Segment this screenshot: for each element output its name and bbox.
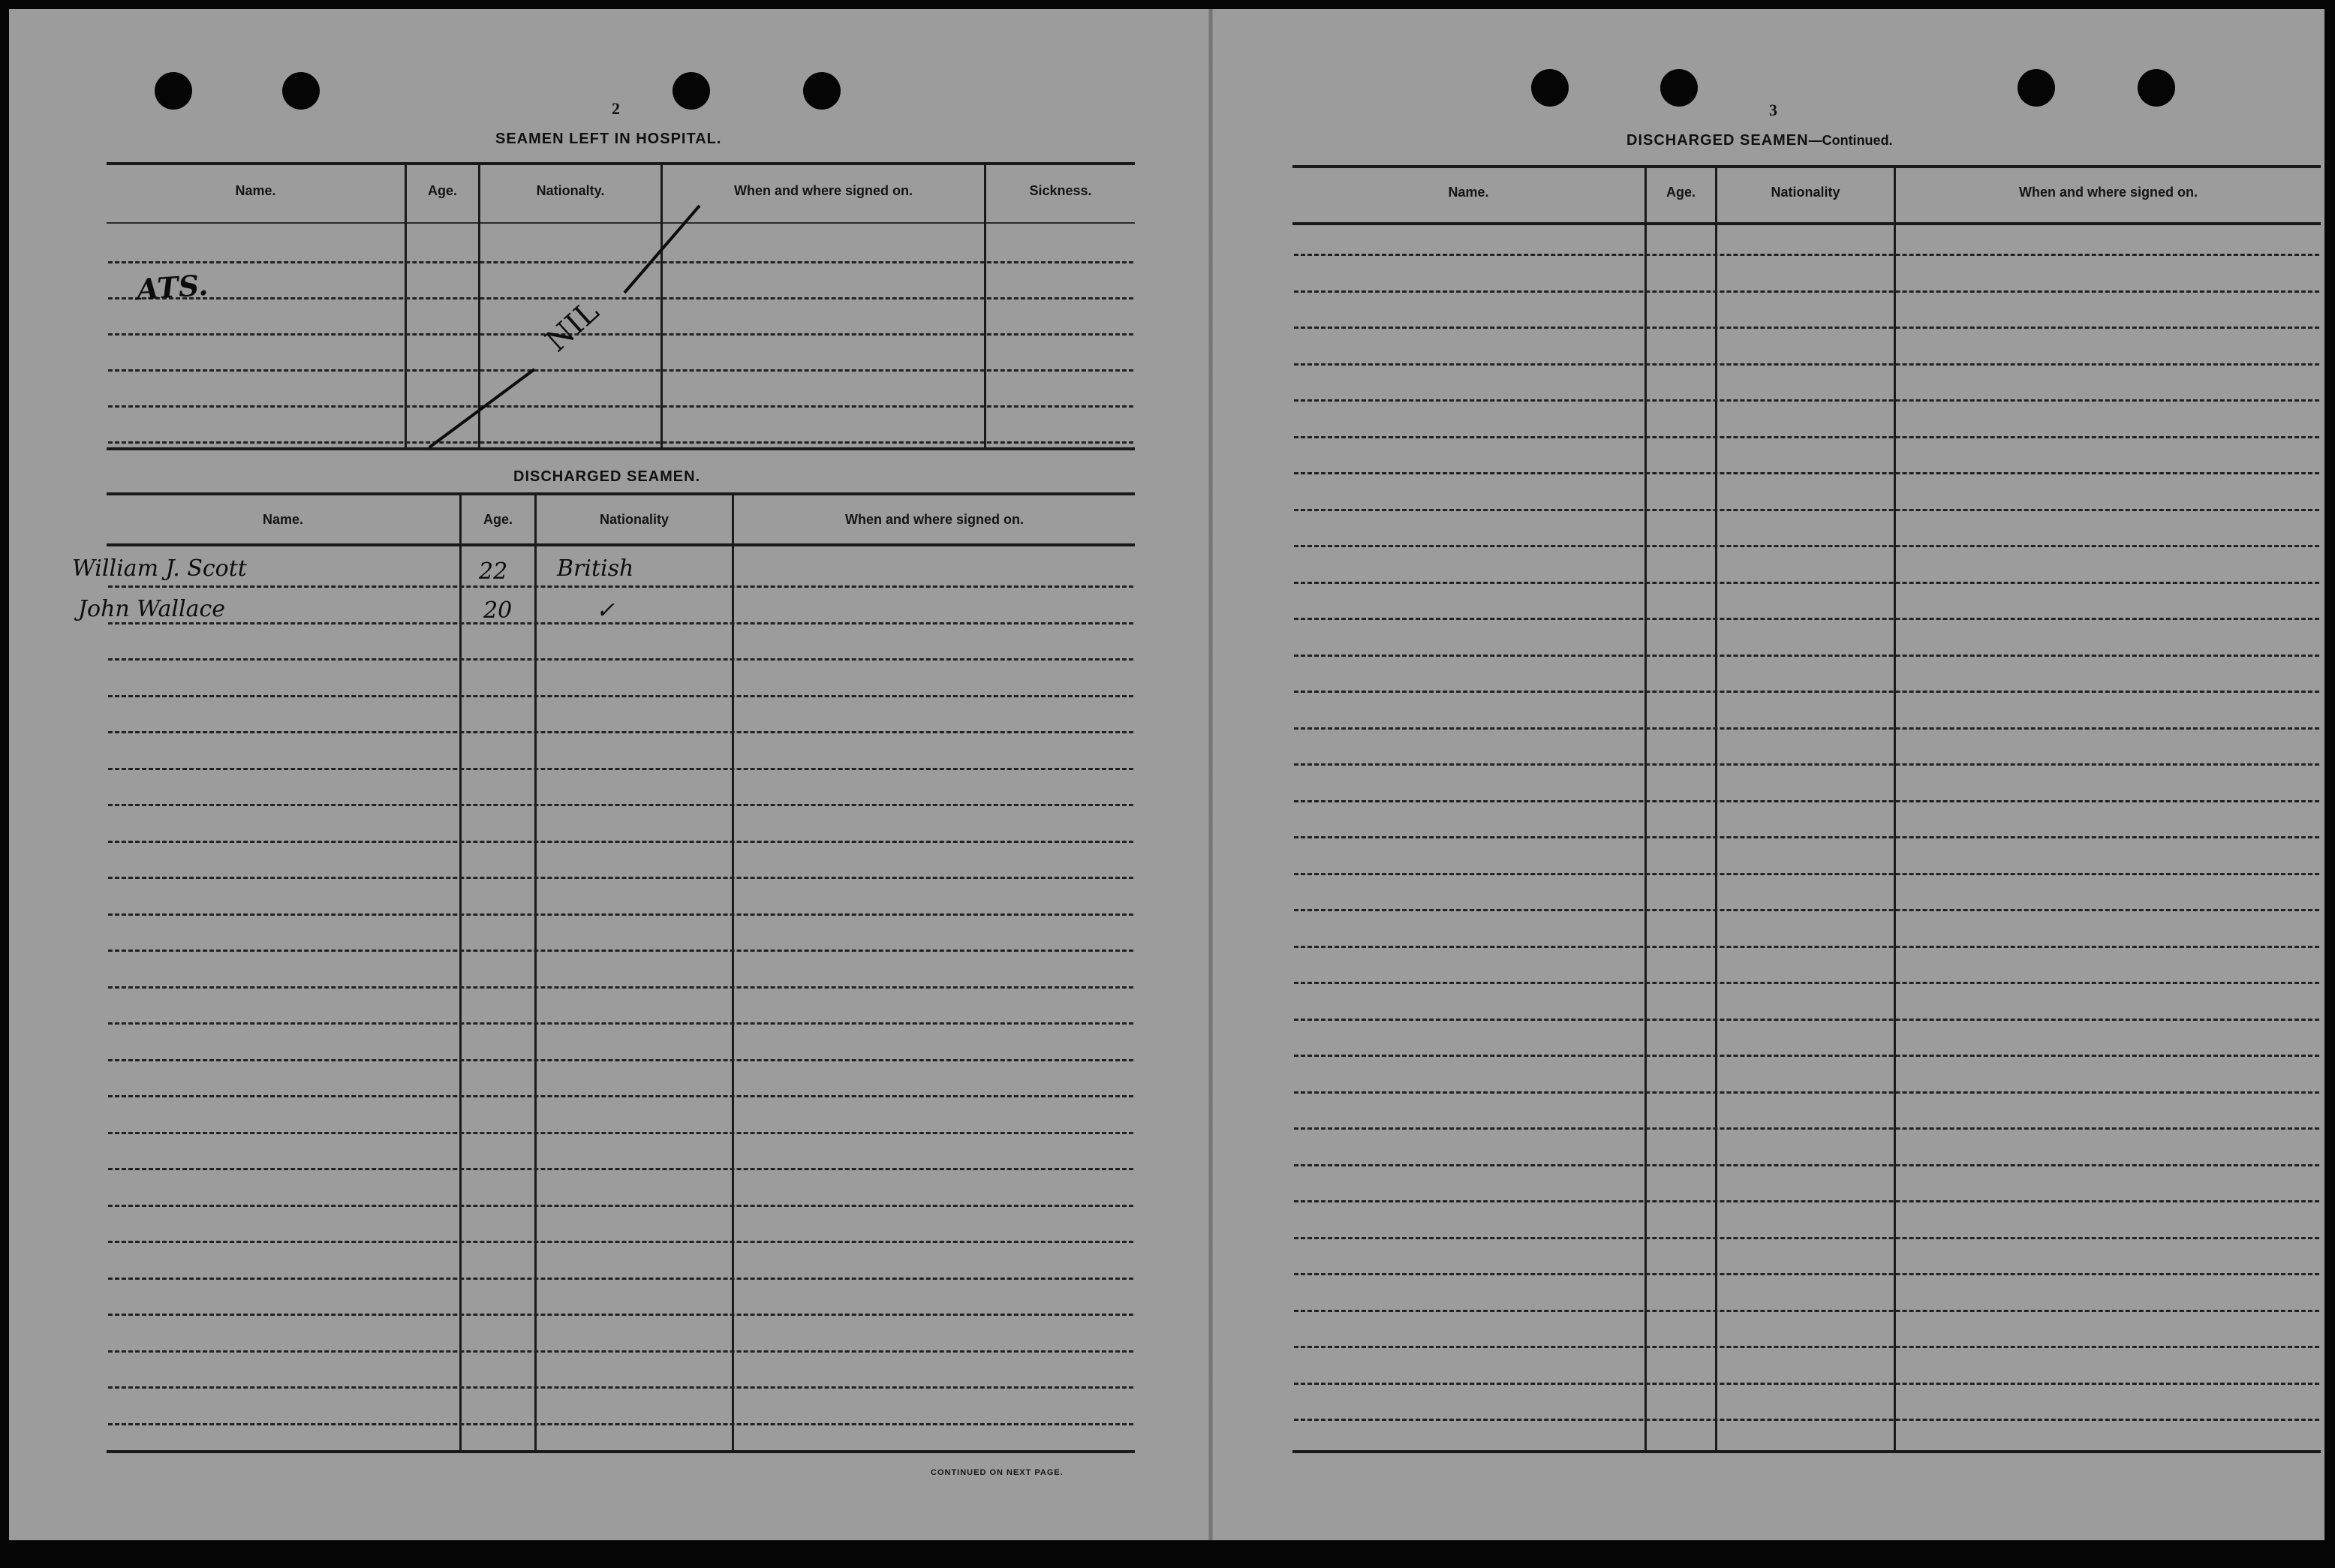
right-col-divider xyxy=(1644,168,1647,1450)
ruled-line xyxy=(1294,545,2319,547)
continued-heading-main: DISCHARGED SEAMEN xyxy=(1626,132,1809,149)
ruled-line xyxy=(1294,1310,2319,1312)
entry-age: 22 xyxy=(479,558,508,585)
continued-heading-suffix: —Continued. xyxy=(1808,133,1893,148)
ruled-line xyxy=(108,1386,1133,1389)
ruled-line xyxy=(108,695,1133,697)
ruled-line xyxy=(1294,800,2319,802)
ruled-line xyxy=(1294,399,2319,402)
ruled-line xyxy=(1294,1055,2319,1057)
ruled-line xyxy=(108,1314,1133,1316)
ruled-line xyxy=(108,1350,1133,1353)
ruled-line xyxy=(1294,509,2319,511)
right-bottom-rule xyxy=(1292,1450,2321,1453)
ruled-line xyxy=(1294,873,2319,875)
ruled-line xyxy=(108,1423,1133,1425)
ruled-line xyxy=(1294,836,2319,838)
ruled-line xyxy=(108,585,1133,588)
left-page xyxy=(9,9,1214,1540)
discharged-col-nationality: Nationality xyxy=(599,512,669,527)
discharged-bottom-rule xyxy=(107,1450,1135,1453)
ruled-line xyxy=(108,731,1133,733)
ruled-line xyxy=(108,658,1133,661)
discharged-top-rule xyxy=(107,492,1135,495)
right-col-divider xyxy=(1894,168,1896,1450)
ruled-line xyxy=(1294,472,2319,474)
ruled-line xyxy=(108,1241,1133,1243)
ruled-line xyxy=(1294,582,2319,584)
hospital-col-nationality: Nationalty. xyxy=(536,183,605,198)
ruled-line xyxy=(1294,1200,2319,1202)
ruled-line xyxy=(108,1168,1133,1170)
discharged-col-age: Age. xyxy=(483,512,513,527)
ruled-line xyxy=(1294,946,2319,948)
nil-note: NIL xyxy=(539,294,606,359)
ruled-line xyxy=(1294,1019,2319,1021)
ruled-line xyxy=(108,913,1133,916)
discharged-col-divider xyxy=(534,495,537,1450)
right-col-age: Age. xyxy=(1665,185,1696,200)
ruled-line xyxy=(1294,1419,2319,1421)
entry-nationality: ✓ xyxy=(596,597,615,624)
ruled-line xyxy=(108,1059,1133,1061)
ruled-line xyxy=(108,1095,1133,1097)
right-col-nationality: Nationality xyxy=(1771,185,1840,200)
scanned-document xyxy=(9,9,2324,1540)
ruled-line xyxy=(1294,982,2319,984)
ruled-line xyxy=(108,986,1133,989)
ruled-line xyxy=(108,804,1133,806)
discharged-col-divider xyxy=(459,495,462,1450)
entry-age: 20 xyxy=(483,597,513,624)
right-col-signed-on: When and where signed on. xyxy=(2018,185,2198,200)
right-header-rule xyxy=(1292,222,2321,225)
ruled-line xyxy=(108,841,1133,843)
ruled-line xyxy=(108,1022,1133,1025)
page-number: 3 xyxy=(1769,101,1777,119)
ruled-line xyxy=(1294,691,2319,693)
ruled-line xyxy=(1294,290,2319,293)
nil-strike-line xyxy=(9,9,1214,534)
right-top-rule xyxy=(1292,165,2321,168)
discharged-col-name: Name. xyxy=(262,512,304,527)
ruled-line xyxy=(1294,1127,2319,1130)
ruled-line xyxy=(1294,1346,2319,1348)
entry-name: William J. Scott xyxy=(72,555,247,582)
hospital-heading: SEAMEN LEFT IN HOSPITAL. xyxy=(495,131,722,147)
discharged-col-signed-on: When and where signed on. xyxy=(844,512,1025,527)
ruled-line xyxy=(108,877,1133,879)
ruled-line xyxy=(108,1278,1133,1280)
entry-name: John Wallace xyxy=(78,596,226,622)
discharged-heading: DISCHARGED SEAMEN. xyxy=(513,468,701,485)
right-col-name: Name. xyxy=(1448,185,1489,200)
ruled-line xyxy=(1294,1273,2319,1275)
ruled-line xyxy=(1294,727,2319,730)
ruled-line xyxy=(1294,1383,2319,1385)
ruled-line xyxy=(1294,763,2319,766)
ruled-line xyxy=(1294,327,2319,329)
hospital-col-age: Age. xyxy=(427,183,457,198)
entry-nationality: British xyxy=(557,555,634,582)
continued-heading xyxy=(1626,132,1893,149)
ruled-line xyxy=(108,1132,1133,1134)
ruled-line xyxy=(1294,618,2319,620)
ruled-line xyxy=(108,950,1133,952)
page-number: 2 xyxy=(612,99,620,118)
discharged-header-rule xyxy=(107,543,1135,546)
ruled-line xyxy=(1294,254,2319,256)
hospital-col-name: Name. xyxy=(235,183,276,198)
right-page xyxy=(1214,9,2324,1540)
ruled-line xyxy=(1294,909,2319,911)
continued-note: CONTINUED ON NEXT PAGE. xyxy=(931,1468,1064,1477)
ruled-line xyxy=(1294,655,2319,657)
right-col-divider xyxy=(1715,168,1717,1450)
ruled-line xyxy=(1294,1091,2319,1094)
ruled-line xyxy=(1294,436,2319,438)
hospital-col-sickness: Sickness. xyxy=(1029,183,1092,198)
ruled-line xyxy=(1294,1237,2319,1239)
discharged-col-divider xyxy=(732,495,734,1450)
handwritten-mark: ATS. xyxy=(135,267,209,307)
ruled-line xyxy=(108,768,1133,770)
hospital-col-signed-on: When and where signed on. xyxy=(733,183,913,198)
ruled-line xyxy=(108,1205,1133,1207)
ruled-line xyxy=(1294,363,2319,366)
ruled-line xyxy=(1294,1164,2319,1166)
ruled-line xyxy=(108,622,1133,624)
